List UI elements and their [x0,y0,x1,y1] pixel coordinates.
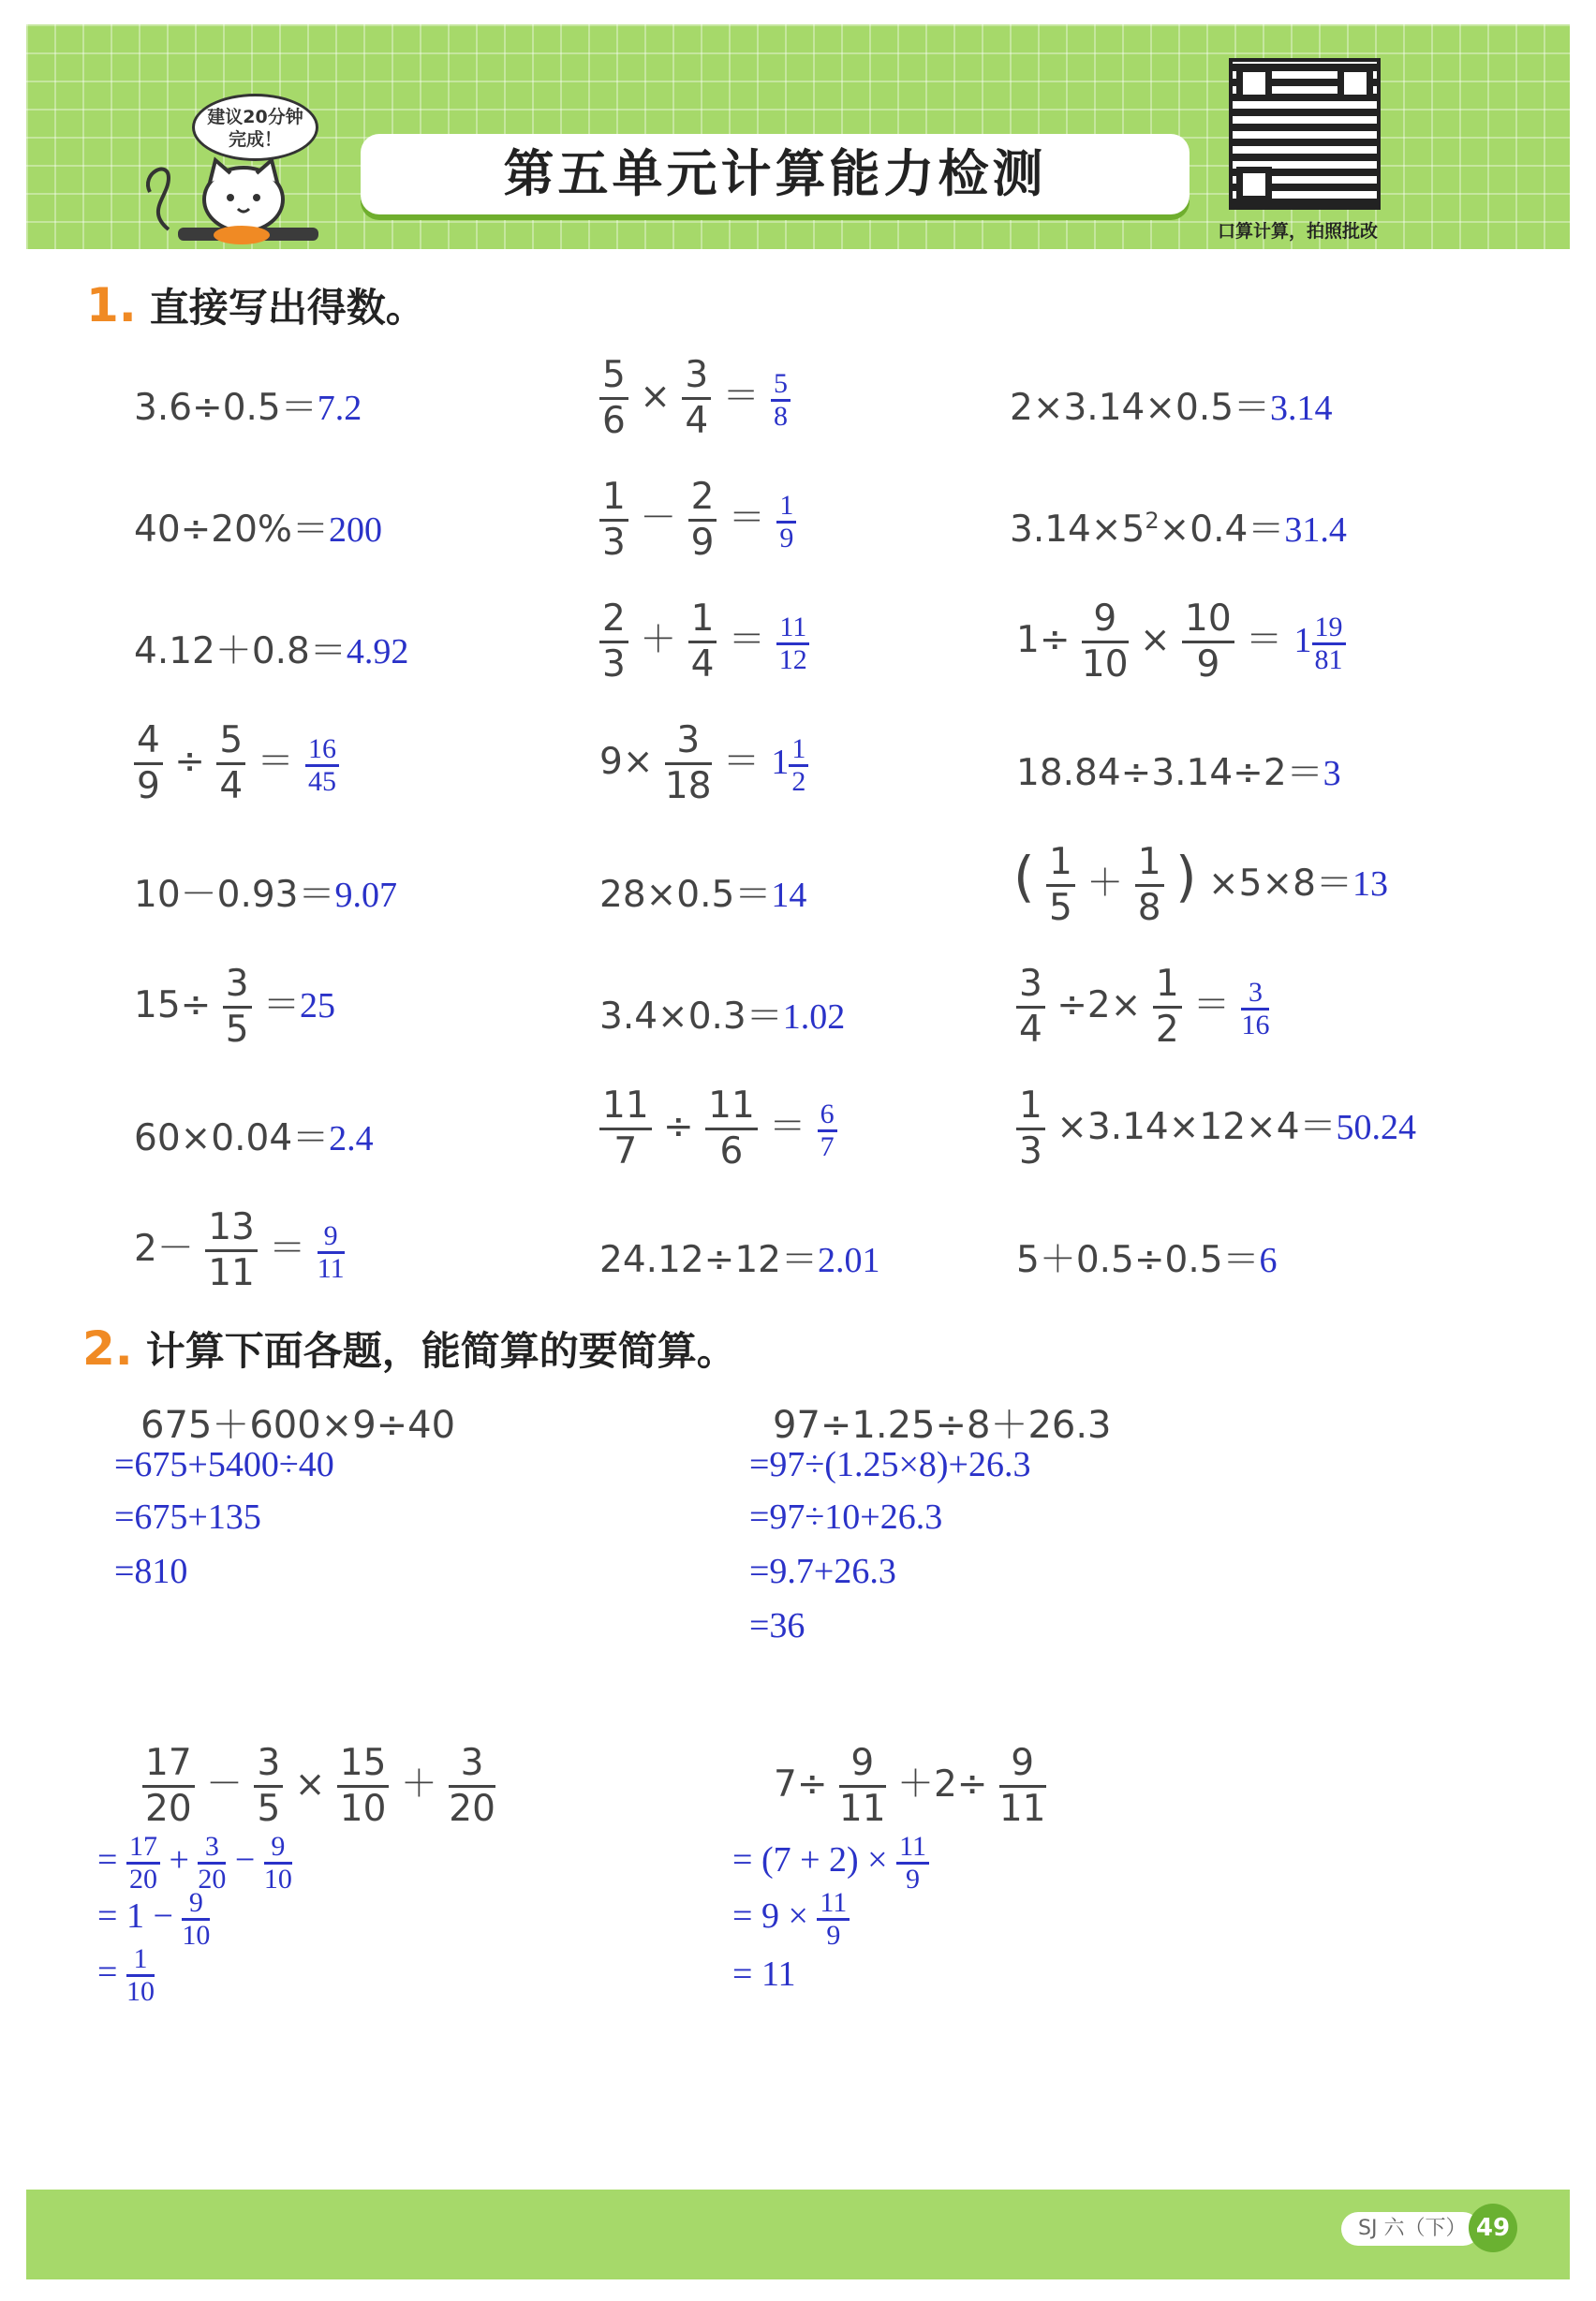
problem-3-expression: $\frac{17}{20}$ － $\frac{3}{5}$ × $\frac{15}{10}$ ＋ $\frac{3}{20}$ [142,1742,495,1831]
exercise-3b: $\frac{2}{3}$ ＋ $\frac{1}{4}$ ＝ $\frac{11}{12}$ [599,597,809,686]
problem-2-step: =97÷(1.25×8)+26.3 [749,1445,1031,1484]
exercise-4a: $\frac{4}{9}$ ÷ $\frac{5}{4}$ ＝ $\frac{16}{45}$ [134,719,339,808]
problem-2-step: =36 [749,1606,805,1645]
problem-2-step: =97÷10+26.3 [749,1497,943,1537]
section1-heading [86,277,425,333]
speech-bubble [192,94,318,161]
exercise-7b: $\frac{11}{7}$ ÷ $\frac{11}{6}$ ＝ $\frac{6}{7}$ [599,1084,837,1173]
footer-bar [26,2190,1570,2279]
exercise-8c: 5＋0.5÷0.5＝6 [1016,1239,1278,1281]
problem-1-step: =675+135 [114,1497,261,1537]
exercise-5b: 28×0.5＝14 [599,874,807,916]
problem-4-expression: 7÷ $\frac{9}{11}$ ＋2÷ $\frac{9}{11}$ [774,1742,1046,1830]
exercise-1c: 2×3.14×0.5＝3.14 [1010,387,1333,429]
answer: 2.4 [329,1119,374,1158]
exercise-8b: 24.12÷12＝2.01 [599,1239,880,1281]
exercise-7a: 60×0.04＝2.4 [134,1117,374,1159]
bubble-line1: 建议20分钟 [207,107,303,127]
exercise-6c: $\frac{3}{4}$ ÷2× $\frac{1}{2}$ ＝ $\frac{3}{16}$ [1016,963,1269,1052]
qr-code[interactable] [1229,58,1381,210]
section2-number: 2. [82,1321,133,1376]
page-title: 第五单元计算能力检测 [503,144,1047,203]
answer: 1.02 [782,997,846,1037]
exercise-8a: 2－ $\frac{13}{11}$ ＝ $\frac{9}{11}$ [134,1206,345,1294]
book-tag: SJ 六（下） [1341,2212,1480,2246]
answer: 200 [329,510,382,550]
exercise-2a: 40÷20%＝200 [134,509,382,551]
exercise-3a: 4.12＋0.8＝4.92 [134,630,409,672]
answer: 31.4 [1284,510,1347,550]
answer: 7.2 [317,389,362,428]
problem-3-step: = 1 − $\frac{9}{10}$ [97,1887,211,1951]
problem-4-step: = 11 [732,1954,796,1994]
exercise-4c: 18.84÷3.14÷2＝3 [1016,752,1341,794]
answer: 2.01 [817,1241,880,1280]
exercise-5c: ( $\frac{1}{5}$ ＋ $\frac{1}{8}$ ) ×5×8＝13 [1013,841,1388,929]
problem-4-step: = (7 + 2) × $\frac{11}{9}$ [732,1832,929,1895]
exercise-1b: $\frac{5}{6}$ × $\frac{3}{4}$ ＝ $\frac{5}{8}$ [599,354,791,443]
page-number: 49 [1469,2204,1517,2252]
cat-illustration [140,155,318,248]
exercise-3c: 1÷ $\frac{9}{10}$ × $\frac{10}{9}$ ＝ 1 $\frac{19}{81}$ [1016,597,1346,686]
exercise-7c: $\frac{1}{3}$ ×3.14×12×4＝50.24 [1016,1084,1416,1173]
problem-3-step: = $\frac{17}{20}$ + $\frac{3}{20}$ − $\frac{9}{10}$ [97,1831,292,1895]
problem-1-expression: 675＋600×9÷40 [140,1404,456,1447]
title-bar [361,134,1190,214]
qr-caption: 口算计算，拍照批改 [1218,221,1379,242]
answer: 3 [1323,754,1341,793]
section1-title: 直接写出得数。 [149,285,425,331]
section2-heading [82,1320,736,1377]
answer: 3.14 [1270,389,1333,428]
exercise-6b: 3.4×0.3＝1.02 [599,996,846,1038]
problem-2-expression: 97÷1.25÷8＋26.3 [773,1404,1112,1447]
answer: 14 [771,876,807,915]
problem-2-step: =9.7+26.3 [749,1552,896,1591]
bubble-line2: 完成！ [228,129,282,150]
problem-1-step: =675+5400÷40 [114,1445,334,1484]
answer: 9.07 [334,876,397,915]
answer: 4.92 [346,632,409,671]
section1-number: 1. [86,278,137,332]
exercise-5a: 10－0.93＝9.07 [134,874,397,916]
problem-4-step: = 9 × $\frac{11}{9}$ [732,1888,850,1951]
answer: 6 [1259,1241,1278,1280]
exercise-4b: 9× $\frac{3}{18}$ ＝ 1 $\frac{1}{2}$ [599,719,808,808]
problem-3-step: = $\frac{1}{10}$ [97,1943,155,2007]
section2-title: 计算下面各题，能简算的要简算。 [145,1328,736,1374]
exercise-6a: 15÷ $\frac{3}{5}$ ＝25 [134,963,335,1051]
exercise-2c: $3.14\times 5^2\times 0.4=31.4$ [1010,508,1347,551]
exercise-1a: 3.6÷0.5＝7.2 [134,387,362,429]
problem-1-step: =810 [114,1552,188,1591]
exercise-2b: $\frac{1}{3}$ － $\frac{2}{9}$ ＝ $\frac{1}{9}$ [599,476,796,565]
